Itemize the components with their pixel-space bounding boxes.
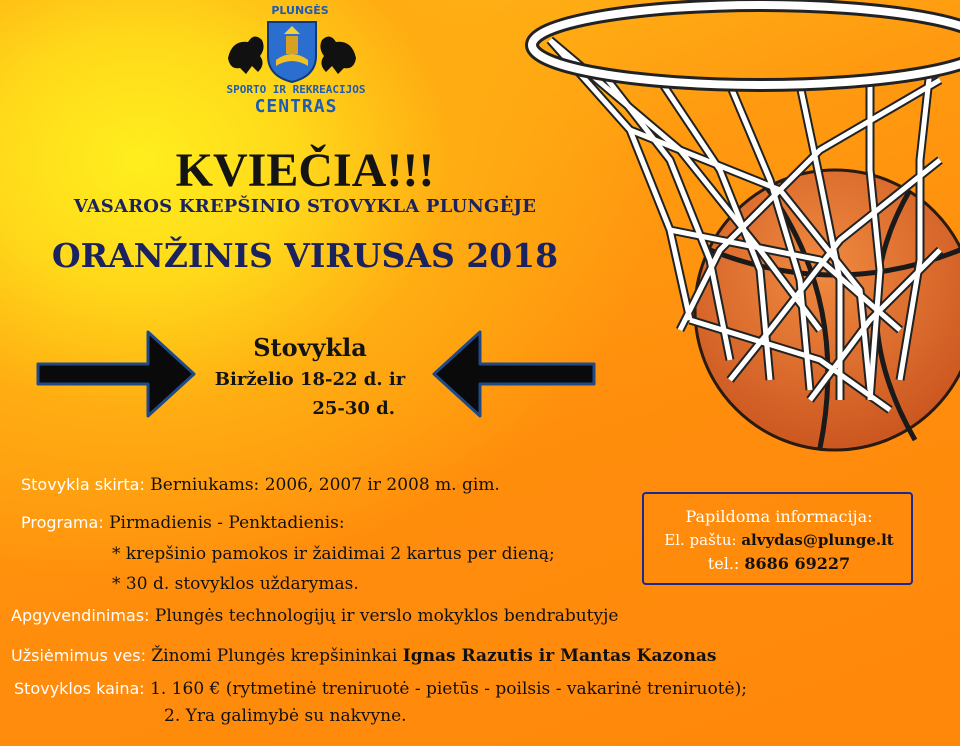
arrow-right-icon [36, 328, 198, 420]
price-label: Stovyklos kaina: [14, 679, 145, 698]
arrow-left-icon [430, 328, 596, 420]
price-item-2: 2. Yra galimybė su nakvyne. [164, 706, 407, 726]
detail-row-housing [11, 606, 618, 626]
detail-row-for [21, 475, 500, 495]
for-label: Stovykla skirta: [21, 475, 145, 494]
email-link[interactable]: alvydas@plunge.lt [741, 531, 894, 549]
tel-number[interactable]: 8686 69227 [744, 554, 851, 573]
camp-heading: Stovykla [253, 333, 367, 362]
for-value: Berniukams: 2006, 2007 ir 2008 m. gim. [150, 475, 500, 495]
detail-row-program [21, 513, 345, 533]
coach-value: Žinomi Plungės krepšininkai [151, 646, 398, 666]
program-value: Pirmadienis - Penktadienis: [109, 513, 345, 533]
program-item-1: * krepšinio pamokos ir žaidimai 2 kartus per dieną; [112, 544, 555, 564]
contact-info-title: Papildoma informacija: [685, 507, 873, 526]
program-label: Programa: [21, 513, 104, 532]
tel-label: tel.: [707, 554, 740, 573]
detail-row-price [14, 679, 747, 699]
rim-icon [532, 5, 960, 85]
housing-label: Apgyvendinimas: [11, 606, 150, 625]
camp-dates-line2: 25-30 d. [312, 398, 395, 419]
housing-value: Plungės technologijų ir verslo mokyklos bendrabutyje [154, 606, 619, 626]
page-title: KVIEČIA!!! [175, 144, 435, 197]
coach-label: Užsiėmimus ves: [11, 646, 146, 665]
logo-city-name: PLUNGĖS [271, 4, 329, 17]
event-name: ORANŽINIS VIRUSAS 2018 [51, 236, 559, 275]
event-subtitle: VASAROS KREPŠINIO STOVYKLA PLUNGĖJE [73, 196, 537, 217]
email-label: El. paštu: [664, 531, 737, 549]
coat-of-arms-logo [222, 18, 362, 84]
price-item-1: 1. 160 € (rytmetinė treniruotė - pietūs - poilsis - vakarinė treniruotė); [150, 679, 747, 699]
contact-tel-row [650, 554, 908, 573]
coach-names: Ignas Razutis ir Mantas Kazonas [402, 646, 717, 666]
program-item-2: * 30 d. stovyklos uždarymas. [112, 574, 359, 594]
contact-email-row [650, 531, 908, 549]
camp-dates-line1: Birželio 18-22 d. ir [214, 369, 406, 390]
logo-line-sport: SPORTO IR REKREACIJOS [226, 83, 366, 96]
detail-row-coaches [11, 646, 716, 666]
logo-line-centras: CENTRAS [254, 96, 338, 117]
